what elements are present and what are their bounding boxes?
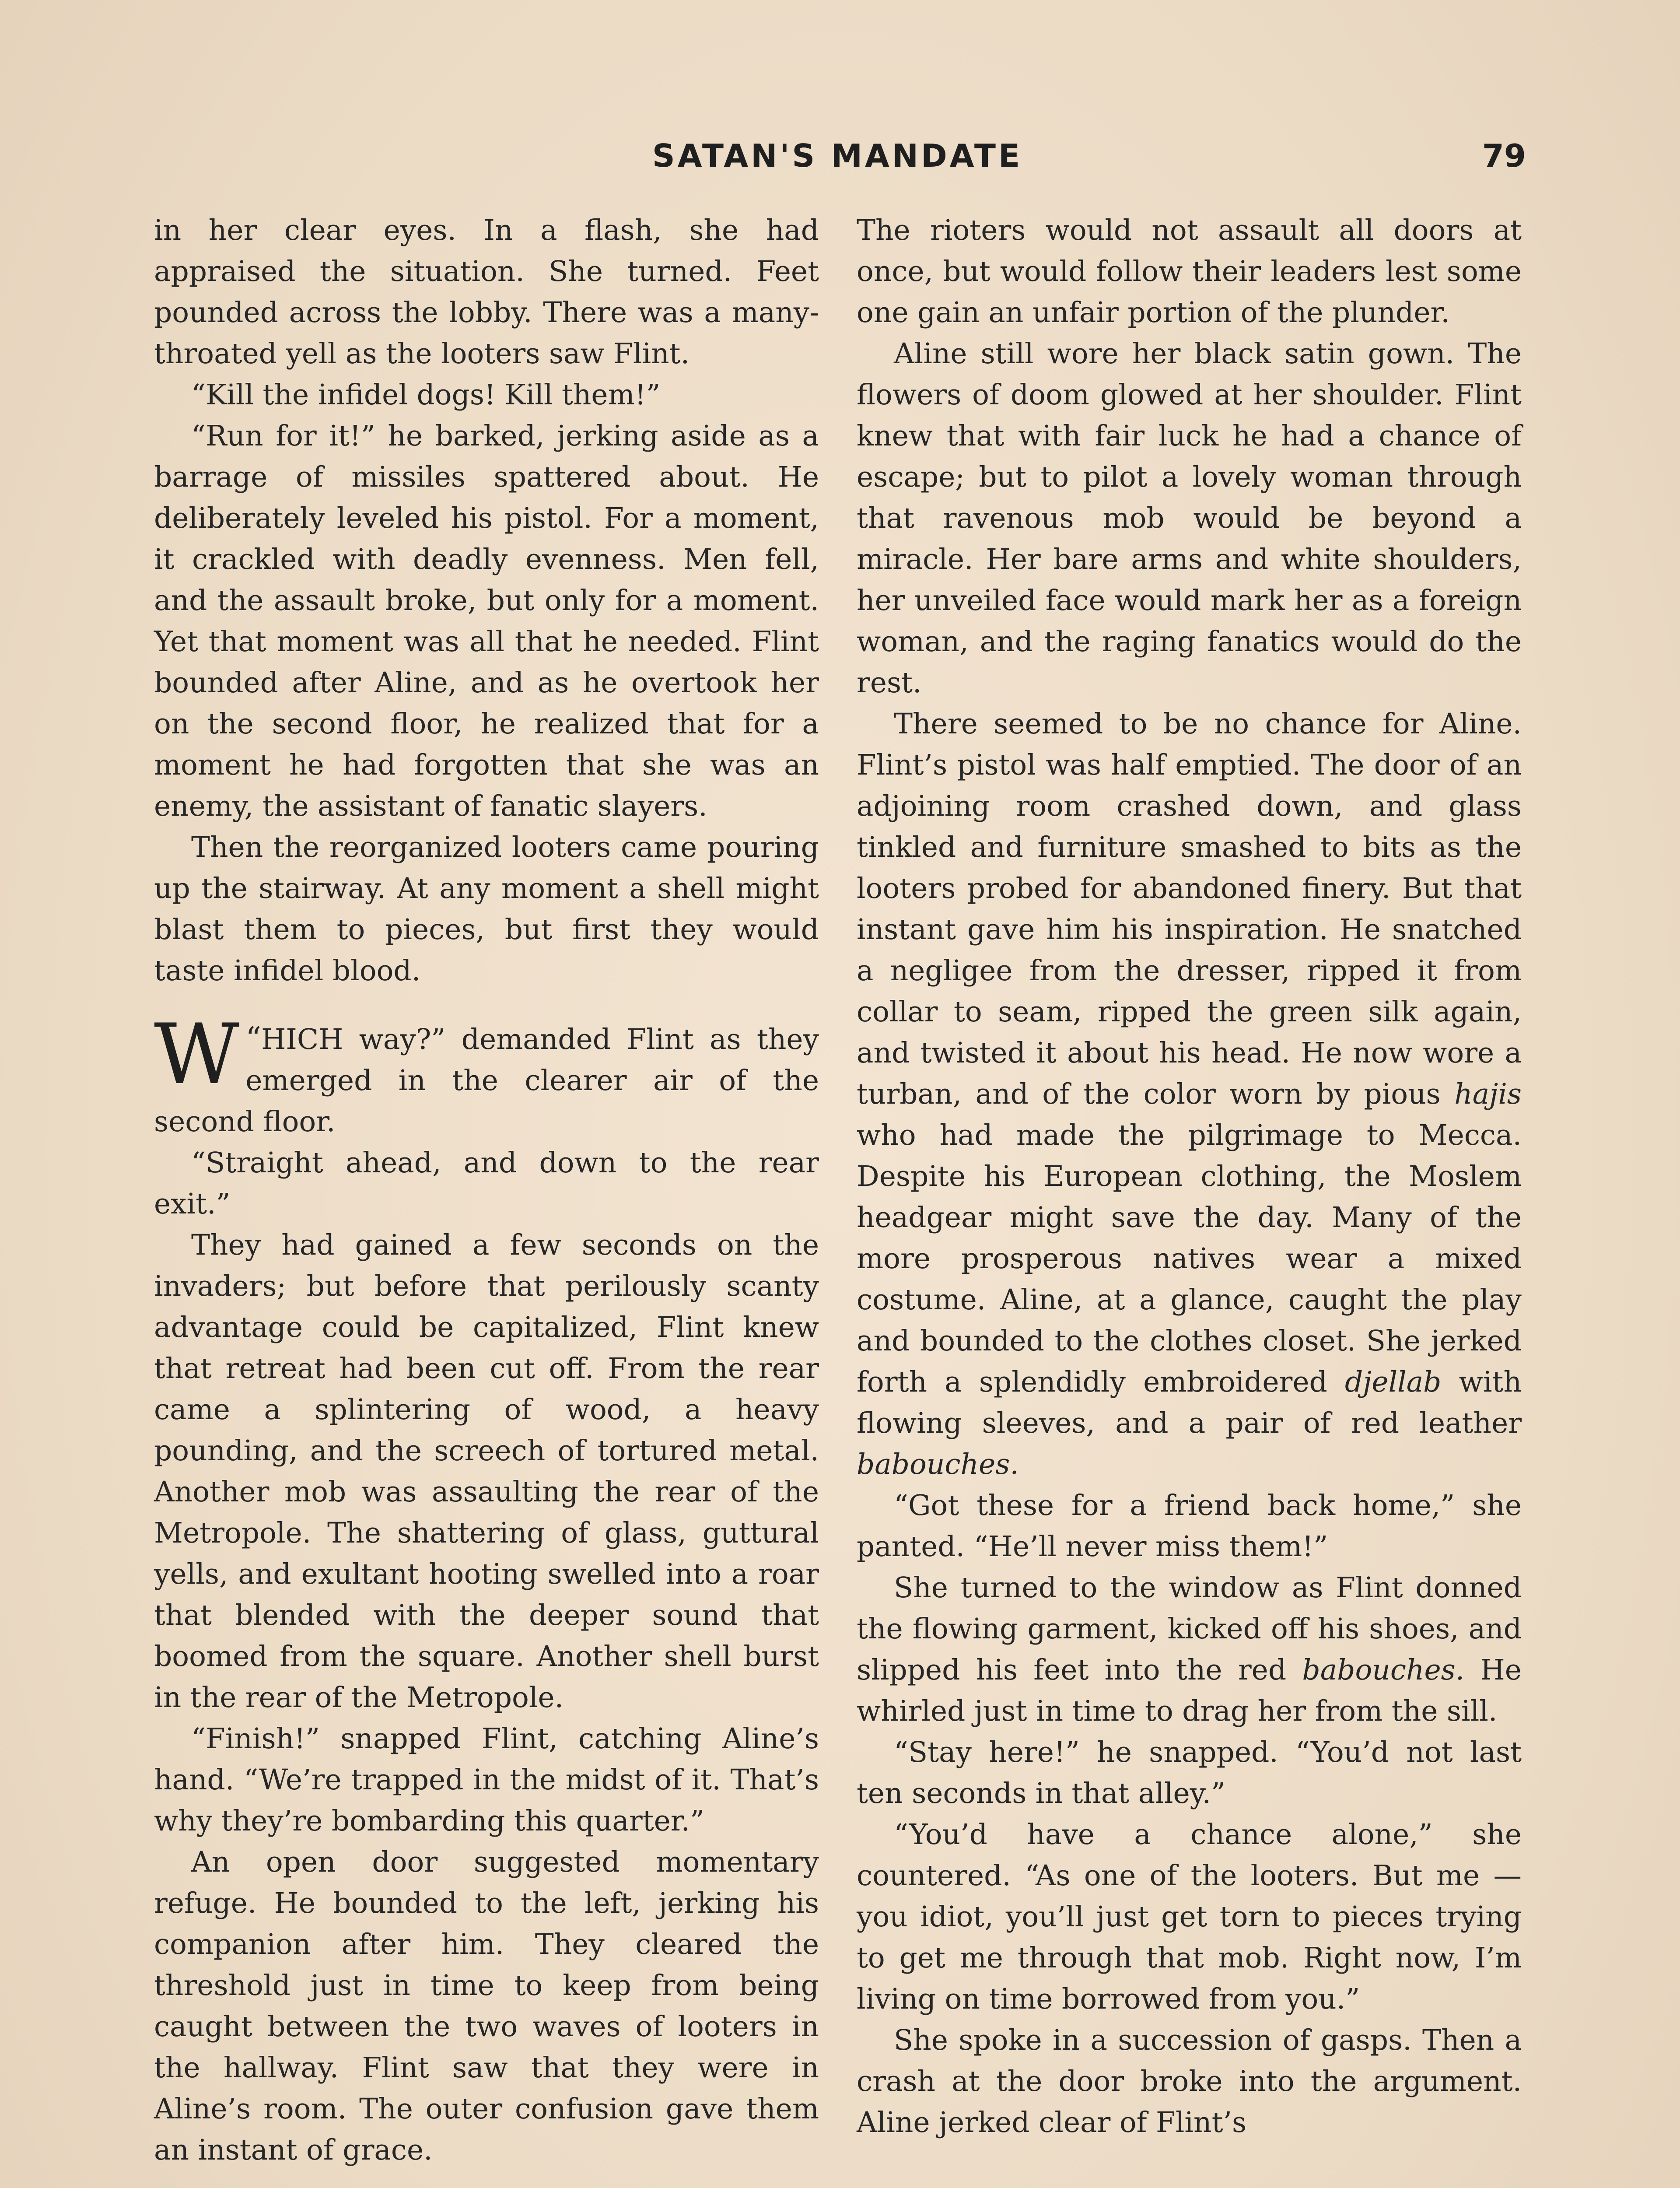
paragraph: [857, 1567, 1522, 1732]
paragraph: Then the reorganized looters came pouring up the stairway. At any moment a shell might blast them to pieces, but first they would taste infidel blood.: [154, 831, 819, 987]
running-title: SATAN'S MANDATE: [652, 137, 1023, 174]
paragraph: “Stay here!” he snapped. “You’d not last ten seconds in that alley.”: [857, 1736, 1522, 1810]
paragraph: “Run for it!” he barked, jerking aside as a barrage of missiles spattered about. He deliberately leveled his pistol. For a moment, it crackled with deadly evenness. Men fell, and the assault broke, but only for a moment. Yet that moment was all that he needed. Flint bounded after Aline, and as he overtook her on the second floor, he realized that for a moment he had forgotten that she was an enemy, the assistant of fanatic slayers.: [154, 420, 819, 823]
paragraph-text: There seemed to be no chance for Aline. Flint’s pistol was half emptied. The door of an adjoining room crashed down, and glass tinkled and furniture smashed to bits as the looters probed for abandoned finery. But that instant gave him his inspiration. He snatched a negligee from the dresser, ripped it from collar to seam, ripped the green silk again, and twisted it about his head. He now wore a turban, and of the color worn by pious: [857, 708, 1522, 1111]
page-number: 79: [1482, 137, 1526, 174]
paragraph: The rioters would not assault all doors at once, but would follow their leaders lest some one gain an unfair portion of the plunder.: [857, 214, 1522, 329]
right-column: [857, 210, 1522, 2143]
paragraph: “You’d have a chance alone,” she countered. “As one of the looters. But me —you idiot, you’ll just get torn to pieces trying to get me through that mob. Right now, I’m living on time borrowed from you.”: [857, 1818, 1522, 2016]
italic-word: hajis: [1454, 1078, 1522, 1111]
paragraph: They had gained a few seconds on the invaders; but before that perilously scanty advantage could be capitalized, Flint knew that retreat had been cut off. From the rear came a splintering of wood, a heavy pounding, and the screech of tortured metal. Another mob was assaulting the rear of the Metropole. The shattering of glass, guttural yells, and exultant hooting swelled into a roar that blended with the deeper sound that boomed from the square. Another shell burst in the rear of the Metropole.: [154, 1229, 819, 1714]
paragraph: An open door suggested momentary refuge. He bounded to the left, jerking his companion after him. They cleared the threshold just in time to keep from being caught between the two waves of looters in the hallway. Flint saw that they were in Aline’s room. The outer confusion gave them an instant of grace.: [154, 1846, 819, 2167]
paragraph-text: who had made the pilgrimage to Mecca. Despite his European clothing, the Moslem headgear might save the day. Many of the more prosperous natives wear a mixed costume. Aline, at a glance, caught the play and bounded to the clothes closet. She jerked forth a splendidly embroidered: [857, 1119, 1522, 1399]
paragraph: “Got these for a friend back home,” she panted. “He’ll never miss them!”: [857, 1489, 1522, 1563]
paragraph: in her clear eyes. In a flash, she had appraised the situation. She turned. Feet pounded across the lobby. There was a many-throated yell as the looters saw Flint.: [154, 214, 819, 370]
paragraph: Aline still wore her black satin gown. The flowers of doom glowed at her shoulder. Flint knew that with fair luck he had a chance of escape; but to pilot a lovely woman through that ravenous mob would be beyond a miracle. Her bare arms and white shoulders, her unveiled face would mark her as a foreign woman, and the raging fanatics would do the rest.: [857, 337, 1522, 699]
drop-cap: W: [154, 1006, 240, 1103]
section-opening-paragraph: [154, 1006, 819, 1143]
paragraph-text: She turned to the window as Flint donned the flowing garment, kicked off his shoes, and slipped his feet into the red: [857, 1571, 1522, 1687]
paragraph: She spoke in a succession of gasps. Then a crash at the door broke into the argument. Aline jerked clear of Flint’s: [857, 2024, 1522, 2139]
paragraph: [857, 704, 1522, 1485]
paragraph-text: He whirled just in time to drag her from the sill.: [857, 1654, 1522, 1728]
opening-quote-mark: “: [245, 1020, 262, 1056]
paragraph: “Finish!” snapped Flint, catching Aline’s hand. “We’re trapped in the midst of it. That’s why they’re bombarding this quarter.”: [154, 1722, 819, 1837]
paragraph: “Straight ahead, and down to the rear exit.”: [154, 1147, 819, 1220]
paragraph-text: with flowing sleeves, and a pair of red leather: [857, 1366, 1522, 1440]
italic-word: babouches.: [857, 1448, 1019, 1481]
italic-word: djellab: [1345, 1366, 1442, 1399]
running-head: [149, 130, 1526, 182]
italic-word: babouches.: [1302, 1654, 1465, 1687]
paragraph: “Kill the infidel dogs! Kill them!”: [191, 379, 661, 411]
paragraph-text: HICH way?” demanded Flint as they emerged in the clearer air of the second floor.: [154, 1023, 819, 1138]
left-column: [154, 210, 819, 2171]
